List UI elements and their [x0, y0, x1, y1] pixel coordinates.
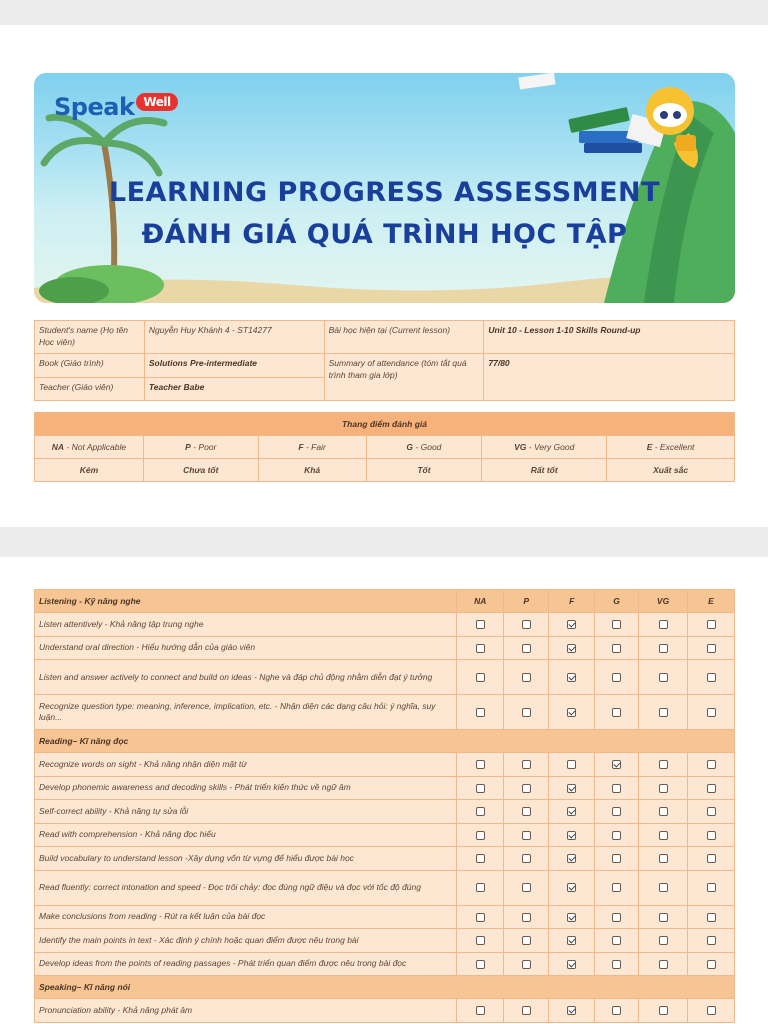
rating-cell-vg: [639, 753, 688, 777]
checkbox-icon[interactable]: [612, 936, 621, 945]
rating-cell-g: [595, 952, 639, 976]
rating-cell-f: [549, 847, 595, 871]
rating-cell-f: [549, 823, 595, 847]
checkbox-icon[interactable]: [707, 854, 716, 863]
table-row: [35, 636, 735, 660]
grading-scale-table: [34, 412, 735, 482]
checkbox-icon[interactable]: [522, 807, 531, 816]
rating-cell-g: [595, 870, 639, 905]
column-header-p: P: [504, 590, 549, 613]
rating-cell-e: [688, 776, 735, 800]
rating-cell-p: [504, 929, 549, 953]
checkbox-icon[interactable]: [476, 854, 485, 863]
table-row: [35, 929, 735, 953]
checked-checkbox-icon[interactable]: [612, 760, 621, 769]
rating-cell-p: [504, 800, 549, 824]
checkbox-icon[interactable]: [522, 960, 531, 969]
skill-description: Develop phonemic awareness and decoding skills - Phát triển kiến thức về ngữ âm: [35, 776, 457, 800]
checkbox-icon[interactable]: [659, 673, 668, 682]
rating-cell-na: [457, 753, 504, 777]
scale-level-f: F - Fair: [258, 436, 366, 459]
checkbox-icon[interactable]: [612, 883, 621, 892]
checkbox-icon[interactable]: [707, 936, 716, 945]
checked-checkbox-icon[interactable]: [567, 784, 576, 793]
checkbox-icon[interactable]: [612, 784, 621, 793]
rating-cell-e: [688, 999, 735, 1023]
rating-cell-g: [595, 905, 639, 929]
rating-cell-e: [688, 660, 735, 695]
skill-description: Make conclusions from reading - Rút ra kết luận của bài đọc: [35, 905, 457, 929]
checkbox-icon[interactable]: [707, 708, 716, 717]
scale-vi-vg: Rất tốt: [482, 459, 607, 482]
rating-cell-na: [457, 870, 504, 905]
checked-checkbox-icon[interactable]: [567, 831, 576, 840]
skill-description: Read fluently: correct intonation and speed - Đọc trôi chảy: đọc đúng ngữ điệu và đọc với tốc độ đúng: [35, 870, 457, 905]
scale-level-vg: VG - Very Good: [482, 436, 607, 459]
rating-cell-na: [457, 847, 504, 871]
rating-cell-e: [688, 870, 735, 905]
rating-cell-e: [688, 613, 735, 637]
page-2: [0, 557, 768, 1024]
rating-cell-g: [595, 636, 639, 660]
rating-cell-f: [549, 695, 595, 730]
column-header-vg: VG: [639, 590, 688, 613]
rating-cell-p: [504, 999, 549, 1023]
checked-checkbox-icon[interactable]: [567, 708, 576, 717]
checked-checkbox-icon[interactable]: [567, 883, 576, 892]
book-label: Book (Giáo trình): [35, 354, 145, 378]
rating-cell-vg: [639, 999, 688, 1023]
rating-cell-g: [595, 800, 639, 824]
checkbox-icon[interactable]: [612, 620, 621, 629]
scale-level-e: E - Excellent: [607, 436, 735, 459]
page-1: [0, 25, 768, 527]
rating-cell-f: [549, 753, 595, 777]
checkbox-icon[interactable]: [612, 854, 621, 863]
checked-checkbox-icon[interactable]: [567, 854, 576, 863]
checkbox-icon[interactable]: [522, 708, 531, 717]
section-title: Listening - Kỹ năng nghe: [35, 590, 457, 613]
rating-cell-vg: [639, 695, 688, 730]
rating-cell-f: [549, 776, 595, 800]
rating-cell-e: [688, 847, 735, 871]
checked-checkbox-icon[interactable]: [567, 1006, 576, 1015]
rating-cell-vg: [639, 929, 688, 953]
checkbox-icon[interactable]: [659, 960, 668, 969]
checkbox-icon[interactable]: [476, 620, 485, 629]
checkbox-icon[interactable]: [476, 708, 485, 717]
rating-cell-na: [457, 695, 504, 730]
rating-cell-vg: [639, 952, 688, 976]
scale-vi-f: Khá: [258, 459, 366, 482]
skill-description: Build vocabulary to understand lesson -Xây dựng vốn từ vựng để hiểu được bài học: [35, 847, 457, 871]
rating-cell-vg: [639, 800, 688, 824]
scale-vi-na: Kém: [35, 459, 144, 482]
rating-cell-na: [457, 952, 504, 976]
checkbox-icon[interactable]: [659, 784, 668, 793]
checkbox-icon[interactable]: [612, 960, 621, 969]
checkbox-icon[interactable]: [707, 960, 716, 969]
rating-cell-f: [549, 952, 595, 976]
column-header-f: F: [549, 590, 595, 613]
rating-cell-g: [595, 999, 639, 1023]
checkbox-icon[interactable]: [612, 644, 621, 653]
scale-vi-g: Tốt: [366, 459, 482, 482]
checkbox-icon[interactable]: [707, 673, 716, 682]
checkbox-icon[interactable]: [476, 644, 485, 653]
rating-cell-f: [549, 636, 595, 660]
checkbox-icon[interactable]: [567, 760, 576, 769]
checkbox-icon[interactable]: [707, 784, 716, 793]
section-title: Reading– Kĩ năng đọc: [35, 730, 735, 753]
skill-description: Recognize words on sight - Khả năng nhận diện mặt từ: [35, 753, 457, 777]
table-row: [35, 800, 735, 824]
rating-cell-na: [457, 929, 504, 953]
checked-checkbox-icon[interactable]: [567, 960, 576, 969]
checkbox-icon[interactable]: [522, 831, 531, 840]
checkbox-icon[interactable]: [659, 854, 668, 863]
checkbox-icon[interactable]: [707, 760, 716, 769]
grading-scale-title: Thang điểm đánh giá: [35, 413, 735, 436]
checkbox-icon[interactable]: [612, 1006, 621, 1015]
rating-cell-f: [549, 929, 595, 953]
checkbox-icon[interactable]: [522, 936, 531, 945]
checkbox-icon[interactable]: [522, 784, 531, 793]
checkbox-icon[interactable]: [707, 913, 716, 922]
title-vietnamese: ĐÁNH GIÁ QUÁ TRÌNH HỌC TẬP: [141, 219, 628, 250]
checkbox-icon[interactable]: [612, 708, 621, 717]
attendance-label: Summary of attendance (tóm tắt quá trình tham gia lớp): [324, 354, 484, 401]
rating-cell-na: [457, 660, 504, 695]
rating-cell-f: [549, 870, 595, 905]
checkbox-icon[interactable]: [659, 1006, 668, 1015]
rating-cell-p: [504, 776, 549, 800]
skill-description: Recognize question type: meaning, inference, implication, etc. - Nhận diện các dạng câu hỏi: ý nghĩa, suy luận...: [35, 695, 457, 730]
checkbox-icon[interactable]: [612, 831, 621, 840]
section-header-row: [35, 976, 735, 999]
rating-cell-vg: [639, 847, 688, 871]
checked-checkbox-icon[interactable]: [567, 673, 576, 682]
checked-checkbox-icon[interactable]: [567, 913, 576, 922]
rating-cell-na: [457, 800, 504, 824]
rating-cell-g: [595, 929, 639, 953]
checkbox-icon[interactable]: [612, 913, 621, 922]
skill-description: Self-correct ability - Khả năng tự sửa lỗi: [35, 800, 457, 824]
skill-description: Identify the main points in text - Xác định ý chính hoặc quan điểm được nêu trong bài: [35, 929, 457, 953]
rating-cell-f: [549, 905, 595, 929]
student-name-value: Nguyễn Huy Khánh 4 - ST14277: [144, 321, 324, 354]
rating-cell-f: [549, 660, 595, 695]
checkbox-icon[interactable]: [522, 620, 531, 629]
checkbox-icon[interactable]: [659, 913, 668, 922]
rating-cell-na: [457, 999, 504, 1023]
checkbox-icon[interactable]: [522, 913, 531, 922]
attendance-value: 77/80: [484, 354, 735, 401]
student-name-label: Student's name (Họ tên Học viên): [35, 321, 145, 354]
checkbox-icon[interactable]: [707, 620, 716, 629]
student-info-table: [34, 320, 735, 401]
checkbox-icon[interactable]: [659, 760, 668, 769]
checkbox-icon[interactable]: [522, 854, 531, 863]
skill-description: Listen and answer actively to connect and build on ideas - Nghe và đáp chủ động nhằm diễn đạt ý tưởng: [35, 660, 457, 695]
checkbox-icon[interactable]: [522, 644, 531, 653]
checkbox-icon[interactable]: [612, 807, 621, 816]
table-row: [35, 695, 735, 730]
rating-cell-p: [504, 636, 549, 660]
rating-cell-vg: [639, 636, 688, 660]
checkbox-icon[interactable]: [522, 883, 531, 892]
table-row: [35, 776, 735, 800]
table-row: [35, 613, 735, 637]
checkbox-icon[interactable]: [659, 620, 668, 629]
scale-level-na: NA - Not Applicable: [35, 436, 144, 459]
rating-cell-e: [688, 823, 735, 847]
rating-cell-g: [595, 847, 639, 871]
rating-cell-e: [688, 952, 735, 976]
column-header-e: E: [688, 590, 735, 613]
rating-cell-e: [688, 753, 735, 777]
checkbox-icon[interactable]: [476, 883, 485, 892]
skill-description: Develop ideas from the points of reading passages - Phát triển quan điểm được nêu trong bài đọc: [35, 952, 457, 976]
rating-cell-vg: [639, 660, 688, 695]
title-english: LEARNING PROGRESS ASSESSMENT: [108, 177, 661, 208]
table-row: [35, 847, 735, 871]
rating-cell-na: [457, 636, 504, 660]
rating-cell-p: [504, 823, 549, 847]
rating-cell-g: [595, 776, 639, 800]
table-row: [35, 999, 735, 1023]
checkbox-icon[interactable]: [476, 831, 485, 840]
rating-cell-p: [504, 905, 549, 929]
speakwell-logo: Speak Well: [54, 93, 178, 121]
current-lesson-label: Bài học hiện tại (Current lesson): [324, 321, 484, 354]
checkbox-icon[interactable]: [522, 1006, 531, 1015]
checked-checkbox-icon[interactable]: [567, 936, 576, 945]
rating-cell-g: [595, 753, 639, 777]
skill-description: Listen attentively - Khả năng tập trung nghe: [35, 613, 457, 637]
checkbox-icon[interactable]: [612, 673, 621, 682]
rating-cell-f: [549, 800, 595, 824]
skill-description: Read with comprehension - Khả năng đọc hiểu: [35, 823, 457, 847]
rating-cell-na: [457, 776, 504, 800]
rating-cell-e: [688, 636, 735, 660]
checkbox-icon[interactable]: [707, 1006, 716, 1015]
rating-cell-na: [457, 823, 504, 847]
table-row: [35, 952, 735, 976]
rating-cell-vg: [639, 823, 688, 847]
checkbox-icon[interactable]: [476, 760, 485, 769]
skills-assessment-table: [34, 589, 735, 1023]
rating-cell-p: [504, 847, 549, 871]
checkbox-icon[interactable]: [707, 644, 716, 653]
checkbox-icon[interactable]: [707, 807, 716, 816]
checkbox-icon[interactable]: [659, 831, 668, 840]
teacher-value: Teacher Babe: [144, 378, 324, 401]
scale-level-p: P - Poor: [143, 436, 258, 459]
book-value: Solutions Pre-intermediate: [144, 354, 324, 378]
scale-vi-p: Chưa tốt: [143, 459, 258, 482]
skill-description: Understand oral direction - Hiểu hướng dẫn của giáo viên: [35, 636, 457, 660]
scale-vi-e: Xuất sắc: [607, 459, 735, 482]
checked-checkbox-icon[interactable]: [567, 620, 576, 629]
rating-cell-vg: [639, 613, 688, 637]
checkbox-icon[interactable]: [522, 760, 531, 769]
table-row: [35, 660, 735, 695]
rating-cell-p: [504, 952, 549, 976]
rating-cell-vg: [639, 905, 688, 929]
checkbox-icon[interactable]: [659, 807, 668, 816]
section-title: Speaking– Kĩ năng nói: [35, 976, 735, 999]
checkbox-icon[interactable]: [476, 673, 485, 682]
rating-cell-vg: [639, 776, 688, 800]
section-header-row: [35, 730, 735, 753]
rating-cell-e: [688, 695, 735, 730]
rating-cell-p: [504, 660, 549, 695]
table-row: [35, 823, 735, 847]
rating-cell-g: [595, 823, 639, 847]
checked-checkbox-icon[interactable]: [567, 644, 576, 653]
checkbox-icon[interactable]: [476, 936, 485, 945]
checkbox-icon[interactable]: [522, 673, 531, 682]
rating-cell-g: [595, 660, 639, 695]
scale-level-g: G - Good: [366, 436, 482, 459]
checkbox-icon[interactable]: [659, 936, 668, 945]
rating-cell-e: [688, 800, 735, 824]
rating-cell-vg: [639, 870, 688, 905]
checkbox-icon[interactable]: [476, 913, 485, 922]
checkbox-icon[interactable]: [476, 1006, 485, 1015]
checked-checkbox-icon[interactable]: [567, 807, 576, 816]
rating-cell-e: [688, 905, 735, 929]
checkbox-icon[interactable]: [476, 784, 485, 793]
rating-cell-p: [504, 870, 549, 905]
column-header-g: G: [595, 590, 639, 613]
current-lesson-value: Unit 10 - Lesson 1-10 Skills Round-up: [484, 321, 735, 354]
rating-cell-p: [504, 753, 549, 777]
rating-cell-p: [504, 695, 549, 730]
checkbox-icon[interactable]: [659, 644, 668, 653]
rating-cell-p: [504, 613, 549, 637]
column-header-na: NA: [457, 590, 504, 613]
skill-description: Pronunciation ability - Khả năng phát âm: [35, 999, 457, 1023]
table-row: [35, 870, 735, 905]
header-banner: [34, 73, 735, 303]
checkbox-icon[interactable]: [707, 831, 716, 840]
rating-cell-e: [688, 929, 735, 953]
checkbox-icon[interactable]: [707, 883, 716, 892]
table-row: [35, 753, 735, 777]
checkbox-icon[interactable]: [476, 807, 485, 816]
teacher-label: Teacher (Giáo viên): [35, 378, 145, 401]
rating-cell-f: [549, 999, 595, 1023]
rating-cell-g: [595, 613, 639, 637]
rating-cell-na: [457, 905, 504, 929]
checkbox-icon[interactable]: [659, 708, 668, 717]
checkbox-icon[interactable]: [476, 960, 485, 969]
section-header-row: [35, 590, 735, 613]
rating-cell-na: [457, 613, 504, 637]
checkbox-icon[interactable]: [659, 883, 668, 892]
table-row: [35, 905, 735, 929]
rating-cell-g: [595, 695, 639, 730]
rating-cell-f: [549, 613, 595, 637]
